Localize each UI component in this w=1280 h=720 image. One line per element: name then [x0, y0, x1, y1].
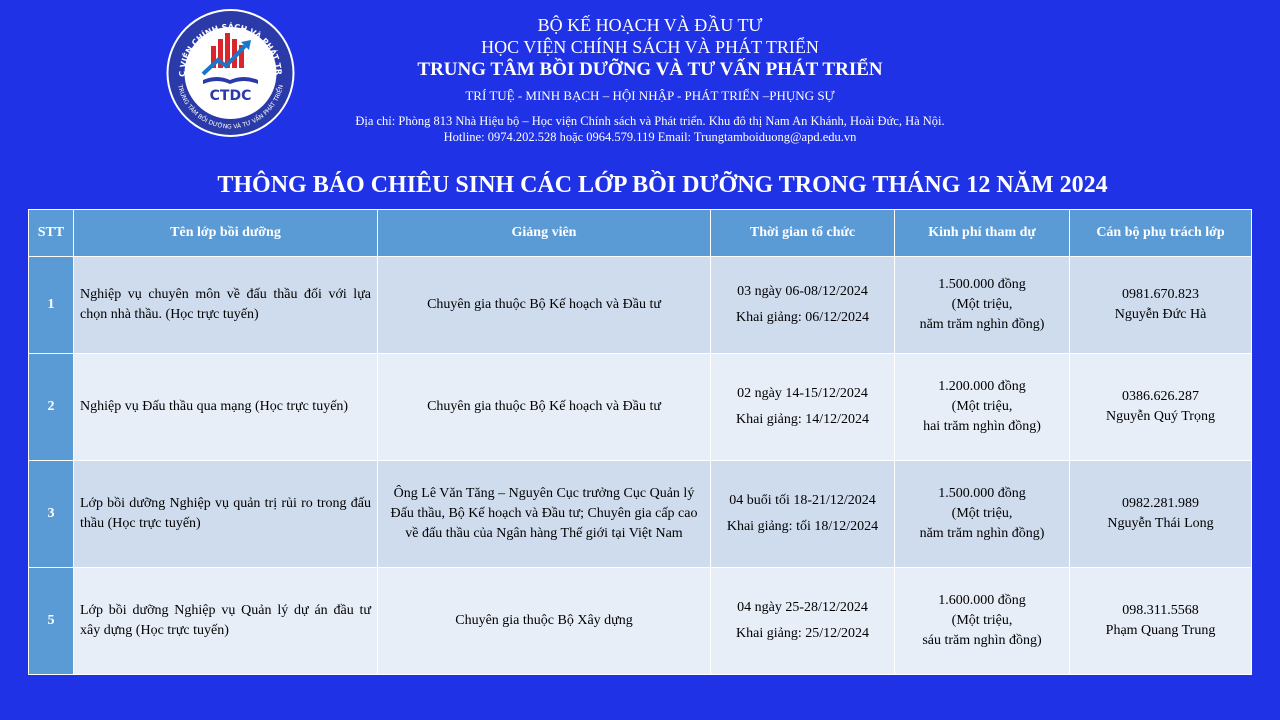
- staff-cell: [1070, 568, 1252, 675]
- table-row: [29, 354, 1252, 461]
- fee-words-2: sáu trăm nghìn đồng): [922, 633, 1042, 648]
- header-course-name: Tên lớp bồi dưỡng: [74, 210, 378, 257]
- staff-phone: 098.311.5568: [1122, 603, 1199, 618]
- course-name: Nghiệp vụ chuyên môn về đấu thầu đối với lựa chọn nhà thầu. (Học trực tuyến): [74, 257, 378, 354]
- contact-info: Hotline: 0974.202.528 hoặc 0964.579.119 Email: Trungtamboiduong@apd.edu.vn: [443, 130, 857, 144]
- opening-date: Khai giảng: 14/12/2024: [736, 412, 869, 427]
- header-stt: STT: [29, 210, 74, 257]
- staff-name: Nguyễn Quý Trọng: [1106, 409, 1215, 424]
- fee-amount: 1.500.000 đồng: [938, 486, 1026, 501]
- header-lecturer: Giảng viên: [378, 210, 711, 257]
- fee-amount: 1.500.000 đồng: [938, 277, 1026, 292]
- staff-cell: [1070, 257, 1252, 354]
- header-staff: Cán bộ phụ trách lớp: [1070, 210, 1252, 257]
- fee-cell: [895, 354, 1070, 461]
- fee-words-1: (Một triệu,: [951, 506, 1013, 521]
- table-row: [29, 461, 1252, 568]
- row-stt: 5: [29, 568, 74, 675]
- time-cell: [711, 461, 895, 568]
- fee-words-2: hai trăm nghìn đồng): [923, 419, 1041, 434]
- fee-words-1: (Một triệu,: [951, 399, 1013, 414]
- row-stt: 1: [29, 257, 74, 354]
- lecturer: Ông Lê Văn Tăng – Nguyên Cục trưởng Cục Quản lý Đấu thầu, Bộ Kế hoạch và Đầu tư; Chuyên gia cấp cao về đấu thầu của Ngân hàng Thế giới tại Việt Nam: [378, 461, 711, 568]
- academy-name: HỌC VIỆN CHÍNH SÁCH VÀ PHÁT TRIỂN: [481, 37, 819, 57]
- course-name: Lớp bồi dưỡng Nghiệp vụ Quản lý dự án đầu tư xây dựng (Học trực tuyến): [74, 568, 378, 675]
- lecturer: Chuyên gia thuộc Bộ Kế hoạch và Đầu tư: [378, 257, 711, 354]
- fee-amount: 1.600.000 đồng: [938, 593, 1026, 608]
- lecturer: Chuyên gia thuộc Bộ Xây dựng: [378, 568, 711, 675]
- course-name: Lớp bồi dưỡng Nghiệp vụ quản trị rủi ro trong đấu thầu (Học trực tuyến): [74, 461, 378, 568]
- staff-cell: [1070, 354, 1252, 461]
- motto: TRÍ TUỆ - MINH BẠCH – HỘI NHẬP - PHÁT TRIỂN –PHỤNG SỰ: [465, 88, 835, 103]
- time-cell: [711, 257, 895, 354]
- fee-cell: [895, 257, 1070, 354]
- fee-words-1: (Một triệu,: [951, 297, 1013, 312]
- ministry-name: BỘ KẾ HOẠCH VÀ ĐẦU TƯ: [537, 15, 763, 35]
- page-title: THÔNG BÁO CHIÊU SINH CÁC LỚP BỒI DƯỠNG TRONG THÁNG 12 NĂM 2024: [217, 172, 1108, 198]
- opening-date: Khai giảng: 25/12/2024: [736, 626, 869, 641]
- ctdc-logo: [163, 8, 298, 138]
- fee-cell: [895, 461, 1070, 568]
- logo-ring-bottom: TRUNG TÂM BỒI DƯỠNG VÀ TƯ VẤN PHÁT TRIỂN: [176, 84, 286, 131]
- opening-date: Khai giảng: tối 18/12/2024: [726, 519, 879, 534]
- table-header-row: [29, 210, 1252, 257]
- fee-words-1: (Một triệu,: [951, 613, 1013, 628]
- fee-words-2: năm trăm nghìn đồng): [919, 526, 1045, 541]
- header-time: Thời gian tổ chức: [711, 210, 895, 257]
- row-stt: 2: [29, 354, 74, 461]
- opening-date: Khai giảng: 06/12/2024: [736, 310, 869, 325]
- duration: 03 ngày 06-08/12/2024: [737, 284, 868, 299]
- fee-words-2: năm trăm nghìn đồng): [919, 317, 1045, 332]
- logo-abbr: CTDC: [209, 88, 252, 104]
- table-row: [29, 257, 1252, 354]
- lecturer: Chuyên gia thuộc Bộ Kế hoạch và Đầu tư: [378, 354, 711, 461]
- course-table: [28, 209, 1252, 675]
- staff-name: Nguyễn Đức Hà: [1114, 307, 1207, 322]
- time-cell: [711, 568, 895, 675]
- header-block: [300, 14, 1000, 145]
- header-fee: Kinh phí tham dự: [895, 210, 1070, 257]
- table-row: [29, 568, 1252, 675]
- row-stt: 3: [29, 461, 74, 568]
- fee-amount: 1.200.000 đồng: [938, 379, 1026, 394]
- center-name: TRUNG TÂM BỒI DƯỠNG VÀ TƯ VẤN PHÁT TRIỂN: [417, 59, 883, 80]
- duration: 04 buổi tối 18-21/12/2024: [729, 493, 876, 508]
- duration: 04 ngày 25-28/12/2024: [737, 600, 868, 615]
- staff-phone: 0981.670.823: [1122, 287, 1199, 302]
- staff-phone: 0386.626.287: [1122, 389, 1199, 404]
- staff-cell: [1070, 461, 1252, 568]
- logo-ring-top: C VIỆN CHÍNH SÁCH VÀ PHÁT TR: [177, 22, 284, 77]
- staff-phone: 0982.281.989: [1122, 496, 1199, 511]
- staff-name: Nguyễn Thái Long: [1107, 516, 1214, 531]
- address: Địa chỉ: Phòng 813 Nhà Hiệu bộ – Học viện Chính sách và Phát triển. Khu đô thị Nam An Khánh, Hoài Đức, Hà Nội.: [355, 114, 945, 128]
- time-cell: [711, 354, 895, 461]
- staff-name: Phạm Quang Trung: [1105, 623, 1216, 638]
- duration: 02 ngày 14-15/12/2024: [737, 386, 868, 401]
- fee-cell: [895, 568, 1070, 675]
- course-name: Nghiệp vụ Đấu thầu qua mạng (Học trực tuyến): [74, 354, 378, 461]
